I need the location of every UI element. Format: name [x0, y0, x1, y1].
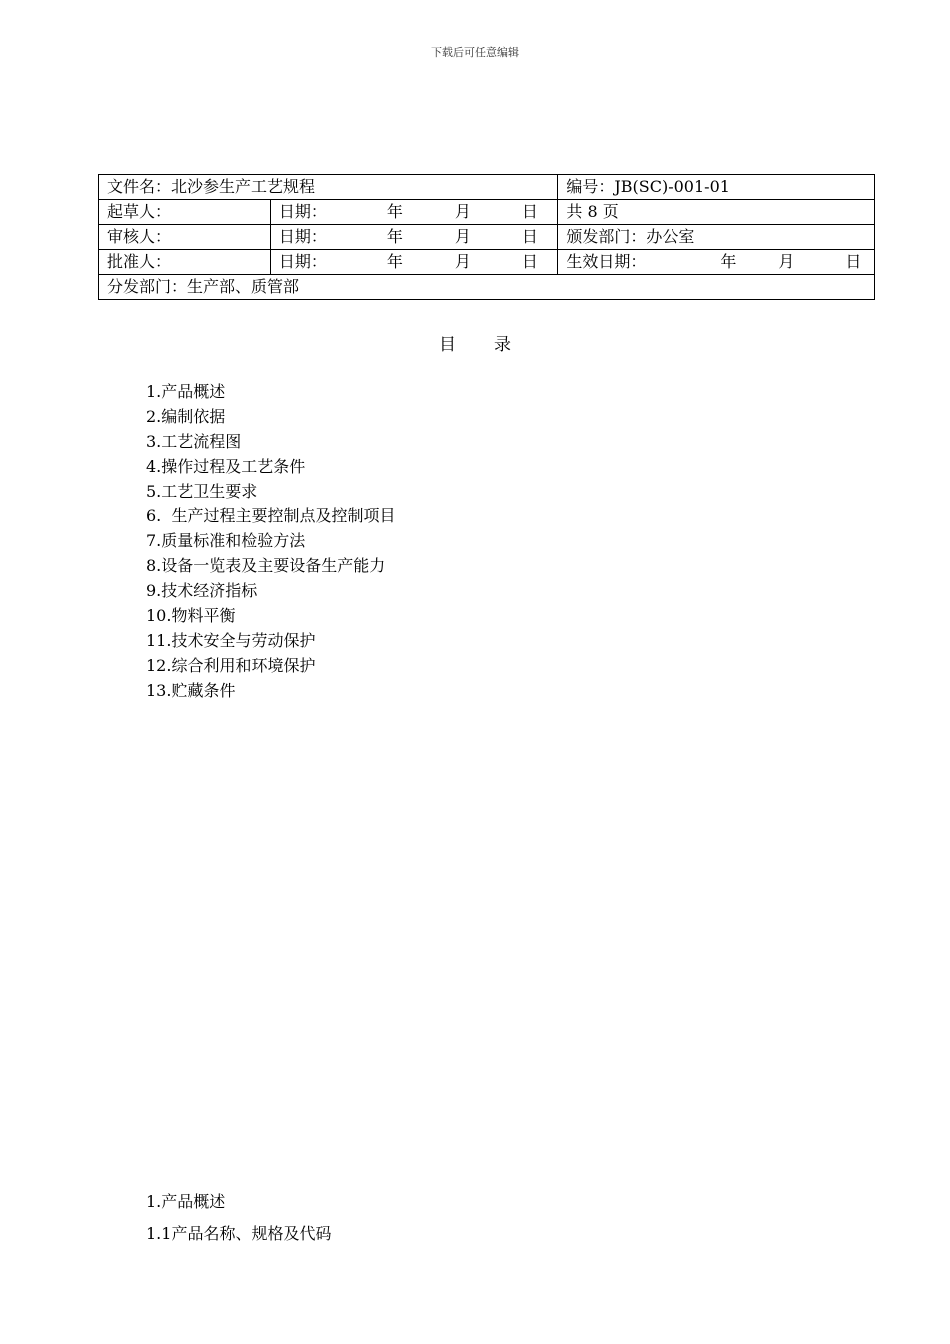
issuing-dept-cell: 颁发部门：办公室	[558, 225, 875, 250]
toc-item: 6. 生产过程主要控制点及控制项目	[146, 506, 396, 526]
date-label: 日期：	[278, 202, 327, 221]
effective-date-cell	[558, 250, 875, 275]
subsection-heading: 1.1产品名称、规格及代码	[146, 1224, 332, 1243]
day-label: 日	[521, 252, 538, 271]
toc-item: 11.技术安全与劳动保护	[146, 630, 316, 650]
file-name-cell: 文件名：北沙参生产工艺规程	[99, 175, 558, 200]
toc-item: 3.工艺流程图	[146, 431, 242, 451]
day-label: 日	[845, 252, 862, 271]
toc-item: 2.编制依据	[146, 406, 226, 426]
toc-item: 4.操作过程及工艺条件	[146, 456, 306, 476]
table-row	[99, 250, 875, 275]
reviewer-date-cell	[270, 225, 558, 250]
year-label: 年	[386, 252, 403, 271]
month-label: 月	[454, 202, 471, 221]
toc-item: 9.技术经济指标	[146, 581, 258, 601]
drafter-cell: 起草人：	[99, 200, 271, 225]
date-label: 日期：	[278, 252, 327, 271]
year-label: 年	[386, 202, 403, 221]
table-row	[99, 200, 875, 225]
document-control-table	[98, 174, 875, 300]
table-row	[99, 225, 875, 250]
distribution-cell: 分发部门：生产部、质管部	[99, 275, 875, 300]
toc-item: 8.设备一览表及主要设备生产能力	[146, 556, 386, 576]
toc-title	[0, 330, 950, 355]
table-row	[99, 275, 875, 300]
date-label: 日期：	[278, 227, 327, 246]
day-label: 日	[521, 227, 538, 246]
section-heading: 1.产品概述	[146, 1192, 226, 1211]
toc-item: 1.产品概述	[146, 382, 226, 401]
document-code-cell: 编号：JB(SC)-001-01	[558, 175, 875, 200]
effective-date-label: 生效日期：	[566, 252, 647, 271]
toc-item: 13.贮藏条件	[146, 680, 236, 700]
day-label: 日	[521, 202, 538, 221]
toc-item: 12.综合利用和环境保护	[146, 655, 316, 675]
year-label: 年	[386, 227, 403, 246]
month-label: 月	[454, 227, 471, 246]
toc-item: 5.工艺卫生要求	[146, 481, 258, 501]
watermark-text: 下载后可任意编辑	[431, 46, 519, 59]
year-label: 年	[720, 252, 737, 271]
toc-title-part: 目	[439, 335, 456, 355]
toc-item: 10.物料平衡	[146, 606, 236, 626]
table-of-contents	[146, 380, 395, 704]
toc-item: 7.质量标准和检验方法	[146, 531, 306, 551]
table-row	[99, 175, 875, 200]
month-label: 月	[454, 252, 471, 271]
reviewer-cell: 审核人：	[99, 225, 271, 250]
approver-cell: 批准人：	[99, 250, 271, 275]
approver-date-cell	[270, 250, 558, 275]
toc-title-part: 录	[494, 335, 511, 355]
total-pages-cell: 共 8 页	[558, 200, 875, 225]
drafter-date-cell	[270, 200, 558, 225]
month-label: 月	[778, 252, 795, 271]
